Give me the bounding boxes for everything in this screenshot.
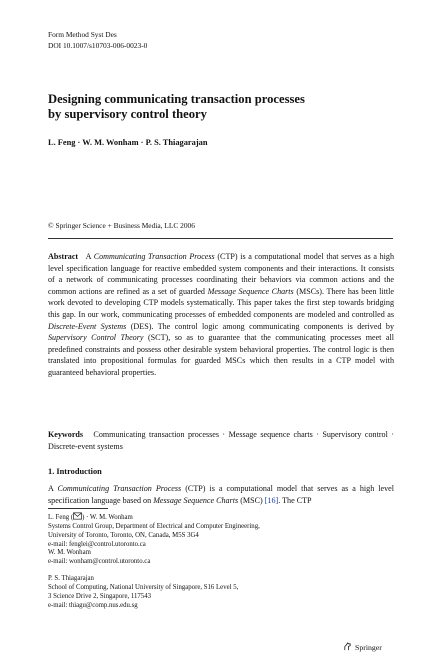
abstract-label: Abstract [48,252,79,261]
footnote-text: School of Computing, National University of Singapore, S16 Level 5, [48,584,239,591]
publisher-logo [343,642,382,654]
abstract-term: Message Sequence Charts [207,286,294,296]
intro-text: (MSC) [240,495,263,505]
footnote-text: W. M. Wonham [48,549,91,556]
abstract-term: Discrete-Event Systems [48,321,127,331]
envelope-icon [73,512,82,520]
publisher-name: Springer [355,643,382,652]
footnote-email[interactable]: e-mail: fenglei@control.utoronto.ca [48,541,146,548]
abstract-text: (SCT), so as to guarantee that the communicating processes meet all predefined constraints and possess other desirable system behavioral properties. The control logic is then translated into propositional formulas for guarded MSCs which then results in a CTP model with guaranteed behavioral properties. [48,333,395,377]
abstract-text: (DES). The control logic among communicating components is derived by [130,321,394,331]
footnote-text: Systems Control Group, Department of Electrical and Computer Engineering, [48,523,260,530]
footnote-author-3 [48,574,378,610]
author-list: L. Feng · W. M. Wonham · P. S. Thiagarajan [48,138,208,147]
intro-paragraph [48,483,394,506]
abstract [48,251,394,379]
footnote-author-2 [48,548,378,566]
footnote-text: L. Feng ( [48,514,74,521]
footnote-email[interactable]: e-mail: wonham@control.utoronto.ca [48,558,151,565]
journal-name: Form Method Syst Des [48,30,117,39]
footnote-text: ) · W. M. Wonham [82,514,133,521]
intro-text: A [48,484,54,493]
intro-term: Communicating Transaction Process [57,484,182,493]
paper-title [48,92,398,122]
abstract-term: Supervisory Control Theory [48,333,144,343]
title-line-1: Designing communicating transaction processes [48,92,305,106]
divider [48,238,393,239]
intro-term: Message Sequence Charts [153,495,239,505]
footnote-text: University of Toronto, Toronto, ON, Canada, M5S 3G4 [48,532,199,539]
section-heading: 1. Introduction [48,467,102,476]
keywords [48,429,394,452]
abstract-text: (CTP) is a computational model that serves as a high level specification language for reactive embedded system components and their interactions. It consists of a network of communicating processes coordinating their behaviors via common actions and the common actions are refined as a set of guarded [48,252,395,296]
keywords-label: Keywords [48,430,84,439]
title-line-2: by supervisory control theory [48,107,207,121]
abstract-term: Communicating Transaction Process [93,252,215,261]
abstract-text: A [85,252,92,261]
citation-link[interactable]: [16] [264,495,279,505]
keywords-text: Communicating transaction processes · Message sequence charts · Supervisory control · Discrete-event systems [48,430,394,451]
abstract-text: (MSCs). There has been little work devoted to developing CTP models systematically. This paper takes the first step towards bridging this gap. In our work, communicating processes of embedded components are modeled and controlled as [48,286,395,319]
footnote-author-1 [48,512,378,549]
footnote-email[interactable]: e-mail: thiagu@comp.nus.edu.sg [48,602,138,609]
footnote-text: 3 Science Drive 2, Singapore, 117543 [48,593,151,600]
springer-horse-icon [343,642,352,654]
intro-text: (CTP) is a computational model that serves as a high level specification language based on [48,484,395,505]
footnote-text: P. S. Thiagarajan [48,575,94,582]
doi: DOI 10.1007/s10703-006-0023-0 [48,41,148,50]
footnote-divider [48,508,108,509]
intro-text: . The CTP [278,495,312,505]
copyright-notice: © Springer Science + Business Media, LLC 2006 [48,221,195,230]
